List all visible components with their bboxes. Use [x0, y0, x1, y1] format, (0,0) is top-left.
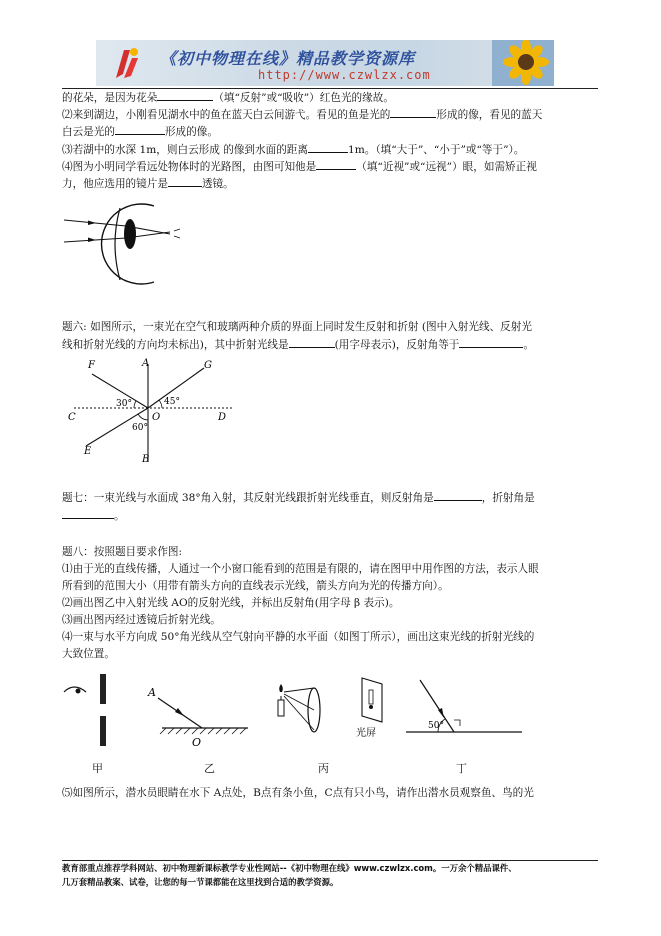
q6-line-2: 线和折射光线的方向均未标出)，其中折射光线是 (用字母表示)，反射角等于 。	[62, 336, 602, 353]
q8-item-4b: 大致位置。	[62, 648, 115, 660]
q8-item-1a: ⑴由于光的直线传播，人通过一个小窗口能看到的范围是有限的，请在图甲中用作图的方法，表示人眼	[62, 563, 539, 575]
answer-blank[interactable]	[157, 89, 213, 101]
figure-bing	[278, 684, 320, 732]
angle-45: 45°	[164, 397, 180, 407]
q7-line-2: 。	[62, 507, 602, 524]
text-line-4: ⑶若湖中的水深 1m，则白云形成 的像到水面的距离 1m。（填“大于”、“小于”或“等于”）。	[62, 141, 602, 158]
q8-item-3: ⑶画出图丙经过透镜后折射光线。	[62, 614, 221, 626]
answer-blank[interactable]	[459, 336, 523, 348]
caption-ding: 丁	[456, 762, 467, 775]
answer-blank[interactable]	[390, 106, 436, 118]
text-line-6: 力，他应选用的镜片是 透镜。	[62, 175, 602, 192]
q7-line-1: 题七：一束光线与水面成 38°角入射，其反射光线跟折射光线垂直，则反射角是 ，折射角是	[62, 489, 602, 506]
site-logo-icon	[110, 44, 144, 82]
caption-yi: 乙	[204, 762, 215, 775]
answer-blank[interactable]	[289, 336, 335, 348]
figure-ding	[406, 680, 522, 732]
footer-rule	[62, 860, 598, 861]
text-line-5: ⑷图为小明同学看远处物体时的光路图，由图可知他是 （填“近视”或“远视”）眼，如需矫正视	[62, 158, 602, 175]
label-C: C	[68, 412, 76, 423]
label-F: F	[88, 360, 95, 371]
answer-blank[interactable]	[168, 175, 202, 187]
label-G: G	[204, 360, 212, 371]
eye-light-path-diagram	[62, 198, 202, 290]
answer-blank[interactable]	[62, 507, 114, 519]
footer-line-2: 几万套精品教案、试卷，让您的每一节课都能在这里找到合适的教学资源。	[62, 877, 339, 887]
answer-blank[interactable]	[115, 123, 165, 135]
figure-yi	[147, 686, 248, 749]
answer-blank[interactable]	[316, 158, 356, 170]
figure-jia	[64, 674, 106, 746]
reflection-refraction-diagram	[62, 354, 242, 466]
text-line-2: ⑵来到湖边，小刚看见湖水中的鱼在蓝天白云间游弋。看见的鱼是光的 形成的像，看见的蓝天	[62, 106, 602, 123]
label-E: E	[84, 446, 92, 457]
q8-item-1b: 所看到的范围大小（用带有箭头方向的直线表示光线，箭头方向为光的传播方向）。	[62, 580, 449, 592]
footer-line-1: 教育部重点推荐学科网站、初中物理新课标教学专业性网站--《初中物理在线》www.czwlzx.com。一万余个精品课件、	[62, 863, 517, 873]
caption-jia: 甲	[92, 762, 103, 775]
label-O: O	[152, 412, 161, 423]
angle-60: 60°	[132, 423, 148, 433]
label-D: D	[218, 412, 227, 423]
label-B: B	[142, 454, 150, 465]
figure-screen	[356, 678, 382, 739]
banner-title: 《初中物理在线》精品教学资源库	[160, 49, 416, 68]
sunflower-icon	[492, 40, 554, 86]
svg-text:A: A	[148, 686, 156, 699]
label-A: A	[142, 358, 150, 369]
answer-blank[interactable]	[308, 141, 348, 153]
screen-label: 光屏	[356, 728, 376, 739]
q6-line-1: 题六: 如图所示，一束光在空气和玻璃两种介质的界面上同时发生反射和折射 (图中入射光线、反射光	[62, 321, 532, 333]
text-line-1: 的花朵，是因为花朵 （填“反射”或“吸收”）红色光的缘故。	[62, 89, 602, 106]
q8-title: 题八：按照题目要求作图:	[62, 546, 183, 558]
answer-blank[interactable]	[434, 489, 482, 501]
caption-bing: 丙	[318, 762, 329, 775]
banner-url[interactable]: http://www.czwlzx.com	[258, 68, 431, 82]
text-line-3: 白云是光的 形成的像。	[62, 123, 602, 140]
q8-item-2: ⑵画出图乙中入射光线 AO的反射光线，并标出反射角(用字母 β 表示)。	[62, 597, 400, 609]
q8-item-5: ⑸如图所示，潜水员眼睛在水下 A点处，B点有条小鱼，C点有只小鸟，请作出潜水员观察鱼、鸟的光	[62, 787, 534, 799]
header-banner	[96, 40, 554, 86]
angle-30: 30°	[116, 399, 132, 409]
angle-50: 50°	[428, 721, 444, 731]
svg-text:O: O	[192, 736, 202, 749]
q8-item-4a: ⑷一束与水平方向成 50°角光线从空气射向平静的水平面（如图丁所示），画出这束光线的折射光线的	[62, 631, 535, 643]
drawing-figures-row	[62, 670, 532, 756]
